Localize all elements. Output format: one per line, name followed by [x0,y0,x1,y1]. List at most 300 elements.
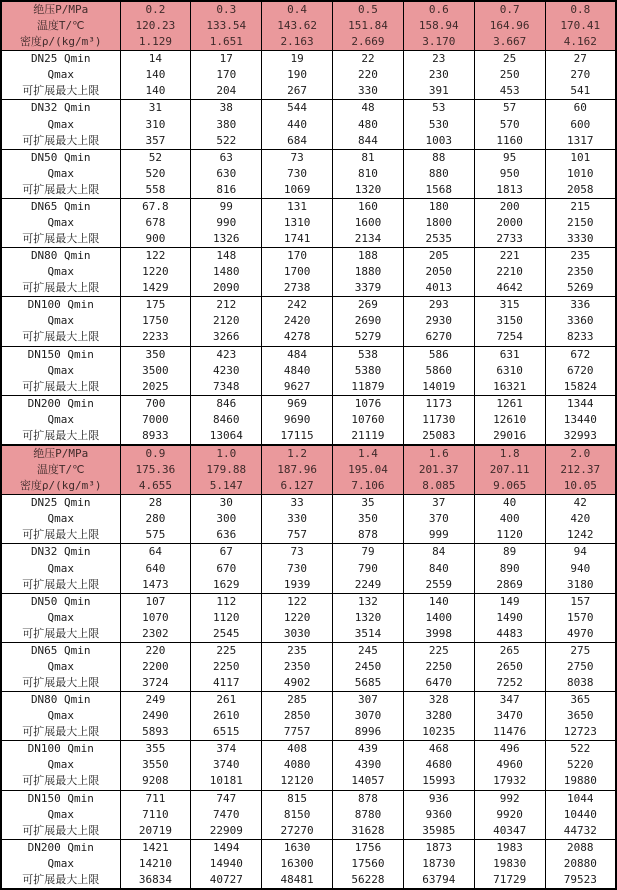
ext-value: 14019 [403,379,474,396]
ext-value: 4483 [474,626,545,643]
qmin-value: 22 [333,51,404,68]
qmax-value: 3740 [191,757,262,773]
ext-value: 900 [120,231,191,248]
density-value: 2.669 [333,34,404,51]
qmax-row [1,807,616,823]
dn-qmin-row [1,297,616,314]
qmin-value: 149 [474,593,545,610]
qmax-value: 380 [191,117,262,133]
qmin-value: 38 [191,100,262,117]
qmax-value: 6720 [545,363,616,379]
row-label: 可扩展最大上限 [22,428,100,442]
ext-value: 27270 [262,823,333,840]
qmax-value: 5220 [545,757,616,773]
ext-value: 2025 [120,379,191,396]
row-label: Qmax [47,856,74,870]
qmin-value: 1173 [403,395,474,412]
row-label: 可扩展最大上限 [22,232,100,246]
qmin-value: 160 [333,198,404,215]
qmin-value: 992 [474,790,545,807]
qmin-value: 439 [333,741,404,758]
ext-value: 999 [403,527,474,544]
ext-value: 844 [333,133,404,150]
qmax-value: 440 [262,117,333,133]
dn-qmin-row [1,839,616,856]
qmax-value: 20880 [545,856,616,872]
qmin-value: 1630 [262,839,333,856]
dn-qmin-row [1,346,616,363]
pressure-value: 1.2 [262,445,333,462]
qmin-value: 328 [403,692,474,709]
qmax-row [1,757,616,773]
ext-value: 1320 [333,182,404,199]
qmax-value: 4390 [333,757,404,773]
qmax-value: 14210 [120,856,191,872]
density-value: 10.05 [545,478,616,495]
qmax-value: 2350 [545,264,616,280]
qmax-row [1,412,616,428]
qmax-value: 2050 [403,264,474,280]
qmin-value: 225 [403,642,474,659]
dn-qmin-row [1,100,616,117]
density-value: 1.651 [191,34,262,51]
qmax-value: 9920 [474,807,545,823]
ext-value: 12723 [545,724,616,741]
ext-value: 25083 [403,428,474,445]
ext-value: 4013 [403,280,474,297]
ext-value: 1939 [262,577,333,594]
ext-value: 17932 [474,773,545,790]
ext-value: 6470 [403,675,474,692]
extended-max-row [1,724,616,741]
qmax-value: 300 [191,511,262,527]
qmin-value: 205 [403,248,474,265]
row-label: DN32 Qmin [30,545,91,559]
temperature-value: 195.04 [333,462,404,478]
temperature-value: 158.94 [403,18,474,34]
ext-value: 204 [191,83,262,100]
qmax-value: 3650 [545,708,616,724]
ext-value: 2559 [403,577,474,594]
section-1-header [1,1,616,51]
qmin-value: 261 [191,692,262,709]
dn-qmin-row [1,692,616,709]
qmin-value: 79 [333,544,404,561]
ext-value: 5279 [333,329,404,346]
qmax-value: 570 [474,117,545,133]
temperature-value: 175.36 [120,462,191,478]
row-label: DN65 Qmin [30,199,91,213]
qmax-value: 17560 [333,856,404,872]
ext-value: 15993 [403,773,474,790]
qmax-row [1,264,616,280]
group-dn50-s2 [1,593,616,642]
extended-max-row [1,773,616,790]
qmin-value: 711 [120,790,191,807]
row-label: 可扩展最大上限 [22,182,100,196]
dn-qmin-row [1,593,616,610]
row-label: DN65 Qmin [30,643,91,657]
ext-value: 8996 [333,724,404,741]
qmin-value: 157 [545,593,616,610]
ext-value: 1568 [403,182,474,199]
row-label: 可扩展最大上限 [22,626,100,640]
pressure-value: 0.9 [120,445,191,462]
group-dn200-s1 [1,395,616,445]
group-dn50-s1 [1,149,616,198]
qmin-value: 170 [262,248,333,265]
qmin-value: 52 [120,149,191,166]
dn-qmin-row [1,395,616,412]
qmin-value: 496 [474,741,545,758]
ext-value: 56228 [333,872,404,889]
qmax-value: 7470 [191,807,262,823]
qmax-value: 3150 [474,313,545,329]
qmax-value: 19830 [474,856,545,872]
pressure-value: 1.6 [403,445,474,462]
qmin-value: 245 [333,642,404,659]
qmin-value: 225 [191,642,262,659]
pressure-value: 1.0 [191,445,262,462]
row-label: Qmax [47,265,74,279]
qmax-value: 1880 [333,264,404,280]
qmax-value: 310 [120,117,191,133]
ext-value: 1003 [403,133,474,150]
temperature-value: 120.23 [120,18,191,34]
pressure-value: 2.0 [545,445,616,462]
qmax-value: 1010 [545,166,616,182]
pressure-value: 0.4 [262,1,333,18]
qmin-value: 586 [403,346,474,363]
qmax-value: 370 [403,511,474,527]
qmax-value: 250 [474,67,545,83]
qmin-value: 99 [191,198,262,215]
qmax-row [1,363,616,379]
qmin-value: 81 [333,149,404,166]
ext-value: 7348 [191,379,262,396]
extended-max-row [1,379,616,396]
header-row-label: 绝压P/MPa [1,445,120,462]
row-label: DN150 Qmin [27,347,94,361]
ext-value: 11879 [333,379,404,396]
qmax-value: 14940 [191,856,262,872]
qmax-value: 2490 [120,708,191,724]
qmin-value: 235 [545,248,616,265]
ext-value: 36834 [120,872,191,889]
qmax-row [1,560,616,576]
ext-value: 7252 [474,675,545,692]
density-value: 8.085 [403,478,474,495]
row-label: 可扩展最大上限 [22,281,100,295]
pressure-value: 0.6 [403,1,474,18]
ext-value: 5893 [120,724,191,741]
qmax-value: 1480 [191,264,262,280]
qmin-value: 1261 [474,395,545,412]
qmin-value: 374 [191,741,262,758]
row-label: DN80 Qmin [30,693,91,707]
ext-value: 2738 [262,280,333,297]
ext-value: 29016 [474,428,545,445]
qmin-value: 815 [262,790,333,807]
extended-max-row [1,527,616,544]
qmin-value: 631 [474,346,545,363]
qmax-value: 8780 [333,807,404,823]
qmin-value: 17 [191,51,262,68]
qmax-value: 940 [545,560,616,576]
extended-max-row [1,280,616,297]
pressure-value: 0.7 [474,1,545,18]
qmax-value: 730 [262,560,333,576]
qmin-value: 1983 [474,839,545,856]
ext-value: 1120 [474,527,545,544]
ext-value: 3379 [333,280,404,297]
row-label: DN50 Qmin [30,594,91,608]
pressure-value: 0.5 [333,1,404,18]
ext-value: 267 [262,83,333,100]
ext-value: 453 [474,83,545,100]
ext-value: 4970 [545,626,616,643]
qmax-value: 8150 [262,807,333,823]
qmin-value: 89 [474,544,545,561]
qmin-value: 285 [262,692,333,709]
qmin-value: 37 [403,495,474,512]
ext-value: 3266 [191,329,262,346]
ext-value: 31628 [333,823,404,840]
qmin-value: 95 [474,149,545,166]
ext-value: 3998 [403,626,474,643]
ext-value: 2090 [191,280,262,297]
ext-value: 140 [120,83,191,100]
qmax-value: 640 [120,560,191,576]
qmax-value: 2210 [474,264,545,280]
qmin-value: 355 [120,741,191,758]
qmax-value: 1600 [333,215,404,231]
ext-value: 71729 [474,872,545,889]
ext-value: 14057 [333,773,404,790]
header-row-pressure [1,445,616,462]
group-dn100-s2 [1,741,616,790]
ext-value: 79523 [545,872,616,889]
qmin-value: 522 [545,741,616,758]
row-label: Qmax [47,215,74,229]
header-row-label: 密度ρ/(kg/m³) [1,34,120,51]
qmin-value: 14 [120,51,191,68]
qmin-value: 122 [120,248,191,265]
ext-value: 522 [191,133,262,150]
qmin-value: 336 [545,297,616,314]
row-label: DN200 Qmin [27,840,94,854]
qmax-value: 950 [474,166,545,182]
qmax-row [1,659,616,675]
qmax-value: 1070 [120,610,191,626]
qmax-value: 3070 [333,708,404,724]
ext-value: 3514 [333,626,404,643]
temperature-value: 164.96 [474,18,545,34]
qmax-value: 170 [191,67,262,83]
header-row-temperature [1,462,616,478]
qmin-value: 25 [474,51,545,68]
qmax-value: 810 [333,166,404,182]
qmax-value: 3500 [120,363,191,379]
group-dn200-s2 [1,839,616,889]
section-2-header [1,445,616,495]
qmin-value: 112 [191,593,262,610]
ext-value: 391 [403,83,474,100]
qmax-value: 190 [262,67,333,83]
temperature-value: 201.37 [403,462,474,478]
header-row-label: 温度T/℃ [1,462,120,478]
qmin-value: 122 [262,593,333,610]
qmax-value: 420 [545,511,616,527]
qmax-value: 1400 [403,610,474,626]
ext-value: 13064 [191,428,262,445]
qmin-value: 1756 [333,839,404,856]
qmax-value: 9360 [403,807,474,823]
ext-value: 3180 [545,577,616,594]
qmin-value: 1494 [191,839,262,856]
temperature-value: 133.54 [191,18,262,34]
ext-value: 2233 [120,329,191,346]
row-label: 可扩展最大上限 [22,528,100,542]
qmax-value: 520 [120,166,191,182]
pressure-value: 0.2 [120,1,191,18]
dn-qmin-row [1,544,616,561]
extended-max-row [1,231,616,248]
row-label: Qmax [47,117,74,131]
ext-value: 40347 [474,823,545,840]
ext-value: 1429 [120,280,191,297]
qmin-value: 60 [545,100,616,117]
qmin-value: 94 [545,544,616,561]
ext-value: 10235 [403,724,474,741]
qmin-value: 423 [191,346,262,363]
dn-qmin-row [1,248,616,265]
ext-value: 1069 [262,182,333,199]
density-value: 2.163 [262,34,333,51]
row-label: DN25 Qmin [30,52,91,66]
header-row-label: 绝压P/MPa [1,1,120,18]
qmax-value: 2650 [474,659,545,675]
qmin-value: 84 [403,544,474,561]
density-value: 7.106 [333,478,404,495]
qmax-value: 2350 [262,659,333,675]
pressure-value: 1.4 [333,445,404,462]
qmax-row [1,856,616,872]
qmin-value: 1421 [120,839,191,856]
ext-value: 11476 [474,724,545,741]
qmax-row [1,215,616,231]
qmin-value: 67 [191,544,262,561]
extended-max-row [1,872,616,889]
extended-max-row [1,133,616,150]
ext-value: 878 [333,527,404,544]
ext-value: 4117 [191,675,262,692]
pressure-value: 0.3 [191,1,262,18]
row-label: Qmax [47,363,74,377]
row-label: DN32 Qmin [30,101,91,115]
header-row-temperature [1,18,616,34]
qmin-value: 1344 [545,395,616,412]
extended-max-row [1,83,616,100]
temperature-value: 187.96 [262,462,333,478]
qmax-value: 2200 [120,659,191,675]
ext-value: 8933 [120,428,191,445]
ext-value: 22909 [191,823,262,840]
qmax-row [1,117,616,133]
qmin-value: 19 [262,51,333,68]
qmin-value: 700 [120,395,191,412]
density-value: 5.147 [191,478,262,495]
header-row-label: 密度ρ/(kg/m³) [1,478,120,495]
ext-value: 3724 [120,675,191,692]
qmax-value: 530 [403,117,474,133]
qmax-value: 790 [333,560,404,576]
qmin-value: 846 [191,395,262,412]
temperature-value: 143.62 [262,18,333,34]
temperature-value: 151.84 [333,18,404,34]
row-label: 可扩展最大上限 [22,774,100,788]
qmin-value: 484 [262,346,333,363]
qmax-value: 16300 [262,856,333,872]
qmin-value: 544 [262,100,333,117]
density-value: 4.162 [545,34,616,51]
qmin-value: 672 [545,346,616,363]
ext-value: 9208 [120,773,191,790]
row-label: Qmax [47,561,74,575]
temperature-value: 207.11 [474,462,545,478]
group-dn80-s1 [1,248,616,297]
qmax-value: 4230 [191,363,262,379]
qmin-value: 28 [120,495,191,512]
qmax-value: 890 [474,560,545,576]
qmin-value: 40 [474,495,545,512]
row-label: DN150 Qmin [27,791,94,805]
qmin-value: 30 [191,495,262,512]
header-row-density [1,478,616,495]
ext-value: 8038 [545,675,616,692]
ext-value: 2134 [333,231,404,248]
extended-max-row [1,329,616,346]
qmax-value: 10760 [333,412,404,428]
ext-value: 20719 [120,823,191,840]
qmax-value: 2150 [545,215,616,231]
ext-value: 575 [120,527,191,544]
ext-value: 1160 [474,133,545,150]
ext-value: 15824 [545,379,616,396]
ext-value: 2058 [545,182,616,199]
qmin-value: 188 [333,248,404,265]
ext-value: 40727 [191,872,262,889]
qmax-value: 13440 [545,412,616,428]
ext-value: 636 [191,527,262,544]
qmin-value: 878 [333,790,404,807]
row-label: Qmax [47,758,74,772]
qmax-row [1,708,616,724]
ext-value: 1629 [191,577,262,594]
row-label: DN100 Qmin [27,742,94,756]
row-label: 可扩展最大上限 [22,84,100,98]
qmin-value: 180 [403,198,474,215]
dn-qmin-row [1,642,616,659]
qmax-value: 990 [191,215,262,231]
row-label: DN200 Qmin [27,396,94,410]
qmin-value: 538 [333,346,404,363]
ext-value: 9627 [262,379,333,396]
qmin-value: 132 [333,593,404,610]
dn-qmin-row [1,741,616,758]
qmax-value: 1570 [545,610,616,626]
ext-value: 4642 [474,280,545,297]
